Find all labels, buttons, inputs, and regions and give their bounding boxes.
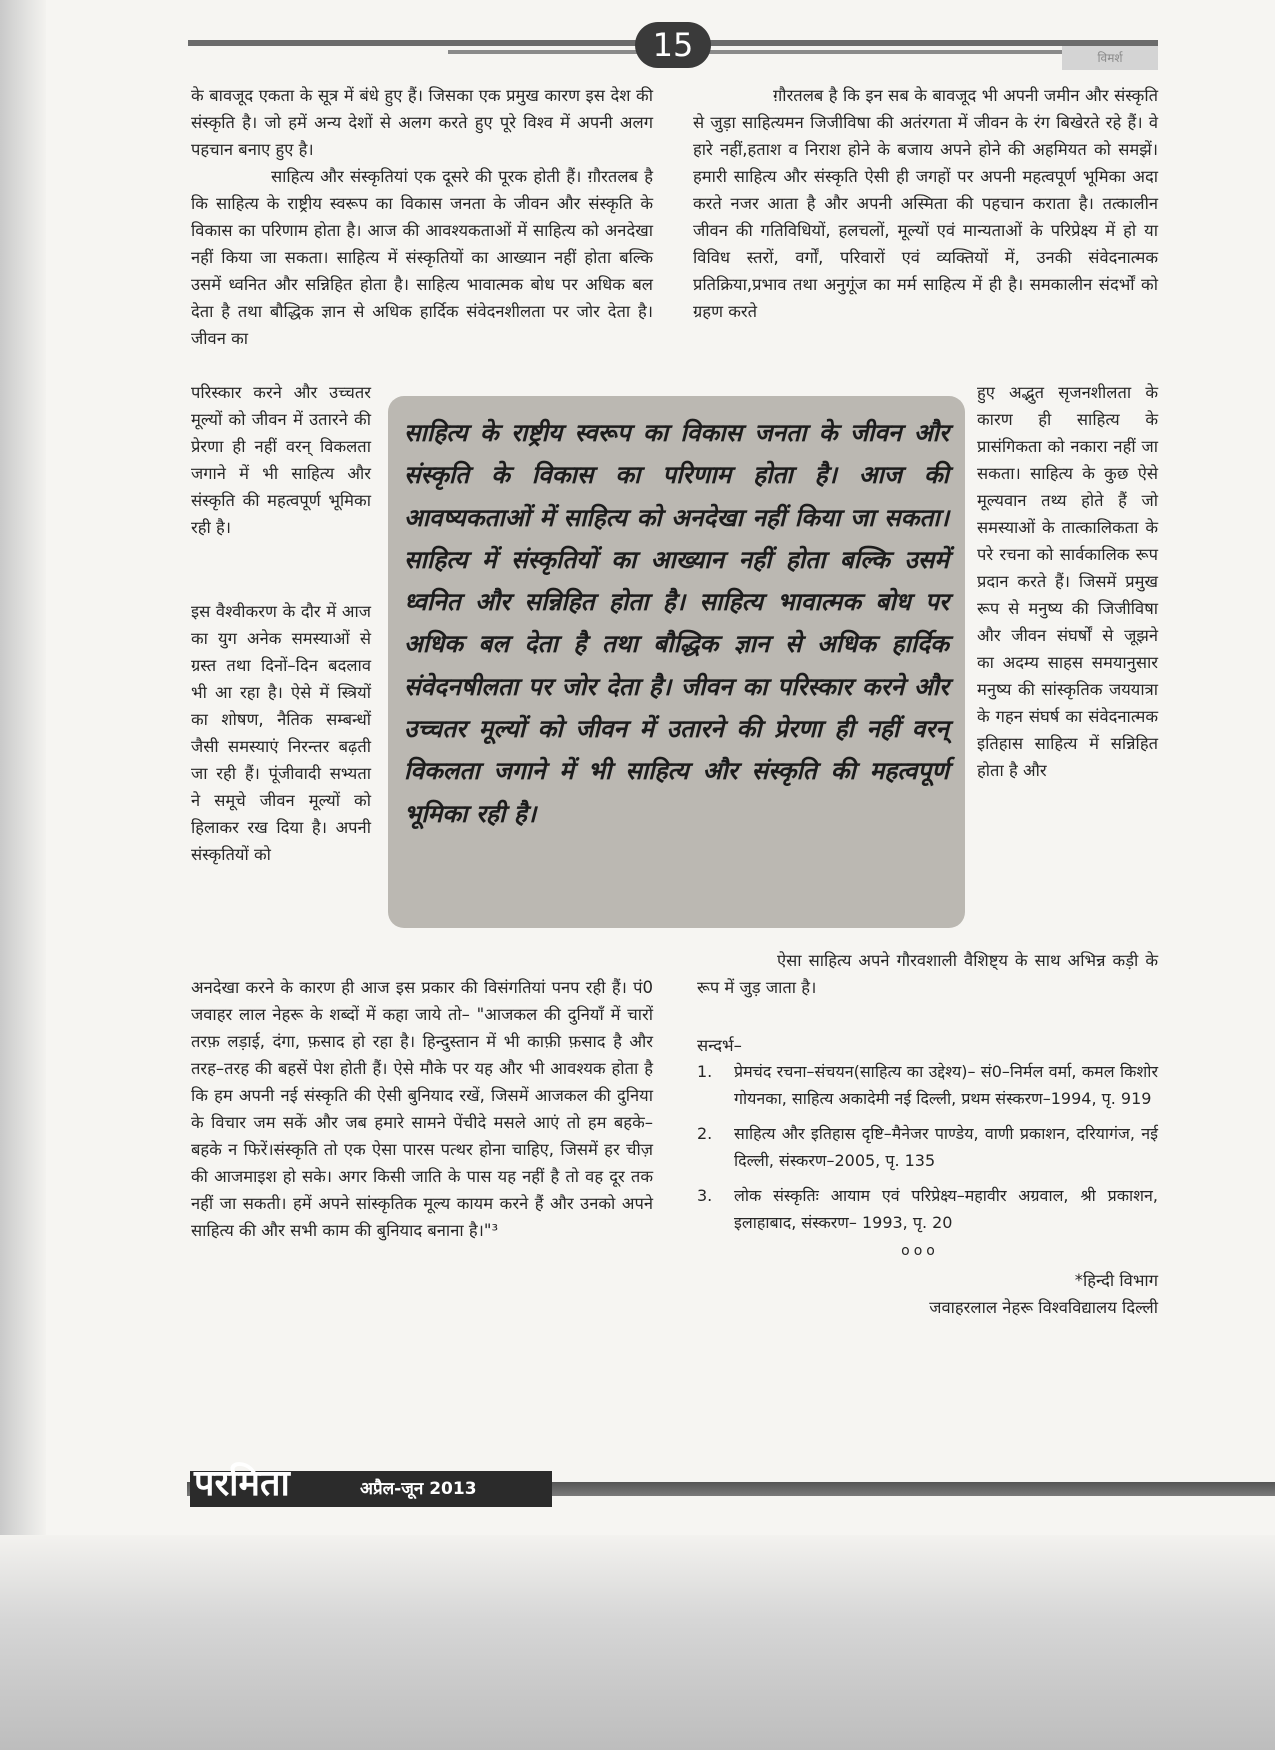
reference-item [697, 1058, 1158, 1112]
references-heading: सन्दर्भ– [697, 1036, 742, 1055]
page-number: 15 [635, 22, 711, 68]
reference-number: 2. [697, 1124, 713, 1143]
left-narrow-para-1: परिस्कार करने और उच्चतर मूल्यों को जीवन में उतारने की प्रेरणा ही नहीं वरन् विकलता जगाने में भी साहित्य और संस्कृति की महत्वपूर्ण भूमिका रही है। [191, 383, 371, 537]
reference-item [697, 1120, 1158, 1174]
magazine-logo: परमिता [194, 1462, 290, 1504]
section-tag: विमर्श [1062, 46, 1158, 70]
left-narrow-para-2: इस वैश्वीकरण के दौर में आज का युग अनेक समस्याओं से ग्रस्त तथा दिनों–दिन बदलाव भी आ रहा है। ऐसे में स्त्रियों का शोषण, नैतिक सम्बन्धों जैसी समस्याएं निरन्तर बढ़ती जा रही हैं। पूंजीवादी सभ्यता ने समूचे जीवन मूल्यों को हिलाकर रख दिया है। अपनी संस्कृतियों को [191, 602, 371, 864]
header-rule-secondary [448, 50, 1158, 54]
reference-text: साहित्य और इतिहास दृष्टि–मैनेजर पाण्डेय, वाणी प्रकाशन, दरियागंज, नई दिल्ली, संस्करण–2005, पृ. 135 [734, 1124, 1158, 1170]
left-col-para-2: साहित्य और संस्कृतियां एक दूसरे की पूरक होती हैं। ग़ौरतलब है कि साहित्य के राष्ट्रीय स्वरूप का विकास जनता के जीवन और संस्कृति के विकास का परिणाम होता है। आज की आवश्यकताओं में साहित्य को अनदेखा नहीं किया जा सकता। साहित्य में संस्कृतियों का आख्यान नहीं होता बल्कि उसमें ध्वनित और सन्निहित होता है। साहित्य भावात्मक बोध पर अधिक बल देता है तथा बौद्धिक ज्ञान से अधिक हार्दिक संवेदनशीलता पर जोर देता है। जीवन का [191, 167, 653, 348]
scan-bottom-shadow [0, 1535, 1275, 1750]
issue-date: अप्रैल-जून 2013 [360, 1479, 477, 1499]
right-col-para-bottom: ऐसा साहित्य अपने गौरवशाली वैशिष्ट्य के साथ अभिन्न कड़ी के रूप में जुड़ जाता है। [697, 951, 1158, 997]
end-ornament: ooo [901, 1243, 939, 1259]
right-narrow-para: हुए अद्भुत सृजनशीलता के कारण ही साहित्य के प्रासंगिकता को नकारा नहीं जा सकता। साहित्य के कुछ ऐसे मूल्यवान तथ्य होते हैं जो समस्याओं के तात्कालिकता के परे रचना को सार्वकालिक रूप प्रदान करते हैं। जिसमें प्रमुख रूप से मनुष्य की जिजीविषा और जीवन संघर्षों से जूझने का अदम्य साहस समयानुसार मनुष्य की सांस्कृतिक जययात्रा के गहन संघर्ष का संवेदनात्मक इतिहास साहित्य में सन्निहित होता है और [977, 383, 1158, 780]
reference-text: लोक संस्कृतिः आयाम एवं परिप्रेक्ष्य–महावीर अग्रवाल, श्री प्रकाशन, इलाहाबाद, संस्करण– 1993, पृ. 20 [734, 1186, 1158, 1232]
left-col-para-bottom: अनदेखा करने के कारण ही आज इस प्रकार की विसंगतियां पनप रही हैं। पं0 जवाहर लाल नेहरू के शब्दों में कहा जाये तो– "आजकल की दुनियाँ में चारों तरफ़ लड़ाई, दंगा, फ़साद हो रहा है। हिन्दुस्तान में भी काफ़ी फ़साद है और तरह–तरह की बहसें पेश होती हैं। ऐसे मौके पर यह और भी आवश्यक होता है कि हम अपनी नई संस्कृति की ऐसी बुनियाद रखें, जिसमें आजकल की दुनिया के विचार जम सकें और जब हमारे सामने पेंचीदे मसले आएं तो हम बहके–बहके न फिरें।संस्कृति तो एक ऐसा पारस पत्थर होना चाहिए, जिसमें हर चीज़ की आजमाइश हो सके। अगर किसी जाति के पास यह नहीं है तो वह दूर तक नहीं जा सकती। हमें अपने सांस्कृतिक मूल्य कायम करने हैं और उनको अपने साहित्य की और सभी काम की बुनियाद बनाना है।"³ [191, 978, 653, 1240]
reference-number: 3. [697, 1186, 713, 1205]
pull-quote: साहित्य के राष्ट्रीय स्वरूप का विकास जनता के जीवन और संस्कृति के विकास का परिणाम होता है। आज की आवष्यकताओं में साहित्य को अनदेखा नहीं किया जा सकता। साहित्य में संस्कृतियों का आख्यान नहीं होता बल्कि उसमें ध्वनित और सन्निहित होता है। साहित्य भावात्मक बोध पर अधिक बल देता है तथा बौद्धिक ज्ञान से अधिक हार्दिक संवेदनषीलता पर जोर देता है। जीवन का परिस्कार करने और उच्चतर मूल्यों को जीवन में उतारने की प्रेरणा ही नहीं वरन् विकलता जगाने में भी साहित्य और संस्कृति की महत्वपूर्ण भूमिका रही है। [404, 418, 949, 828]
reference-item [697, 1182, 1158, 1236]
left-col-para-1: के बावजूद एकता के सूत्र में बंधे हुए हैं। जिसका एक प्रमुख कारण इस देश की संस्कृति है। जो हमें अन्य देशों से अलग करते हुए पूरे विश्व में अपनी अलग पहचान बनाए हुए है। [191, 86, 653, 159]
reference-number: 1. [697, 1062, 713, 1081]
references-list [697, 1058, 1158, 1244]
page-gutter-shadow [0, 0, 46, 1750]
right-col-para-1: ग़ौरतलब है कि इन सब के बावजूद भी अपनी जमीन और संस्कृति से जुड़ा साहित्यमन जिजीविषा की अतंरगता में जीवन के रंग बिखेरते रहे हैं। वे हारे नहीं,हताश व निराश होने के बजाय अपने होने की अहमियत को समझें। हमारी साहित्य और संस्कृति ऐसी ही जगहों पर अपनी महत्वपूर्ण भूमिका अदा करते नजर आता है और अपनी अस्मिता की पहचान कराता है। तत्कालीन जीवन की गतिविधियों, हलचलों, मूल्यों एवं मान्यताओं के परिप्रेक्ष्य में हो या विविध स्तरों, वर्गों, परिवारों एवं व्यक्तियों में, उनकी संवेदनात्मक प्रतिक्रिया,प्रभाव तथा अनुगूंज का मर्म साहित्य में ही है। समकालीन संदर्भों को ग्रहण करते [693, 86, 1158, 321]
reference-text: प्रेमचंद रचना–संचयन(साहित्य का उद्देश्य)– सं0–निर्मल वर्मा, कमल किशोर गोयनका, साहित्य अकादेमी नई दिल्ली, प्रथम संस्करण–1994, पृ. 919 [734, 1062, 1158, 1108]
author-department: *हिन्दी विभाग [1074, 1271, 1158, 1290]
author-university: जवाहरलाल नेहरू विश्वविद्यालय दिल्ली [929, 1298, 1158, 1317]
